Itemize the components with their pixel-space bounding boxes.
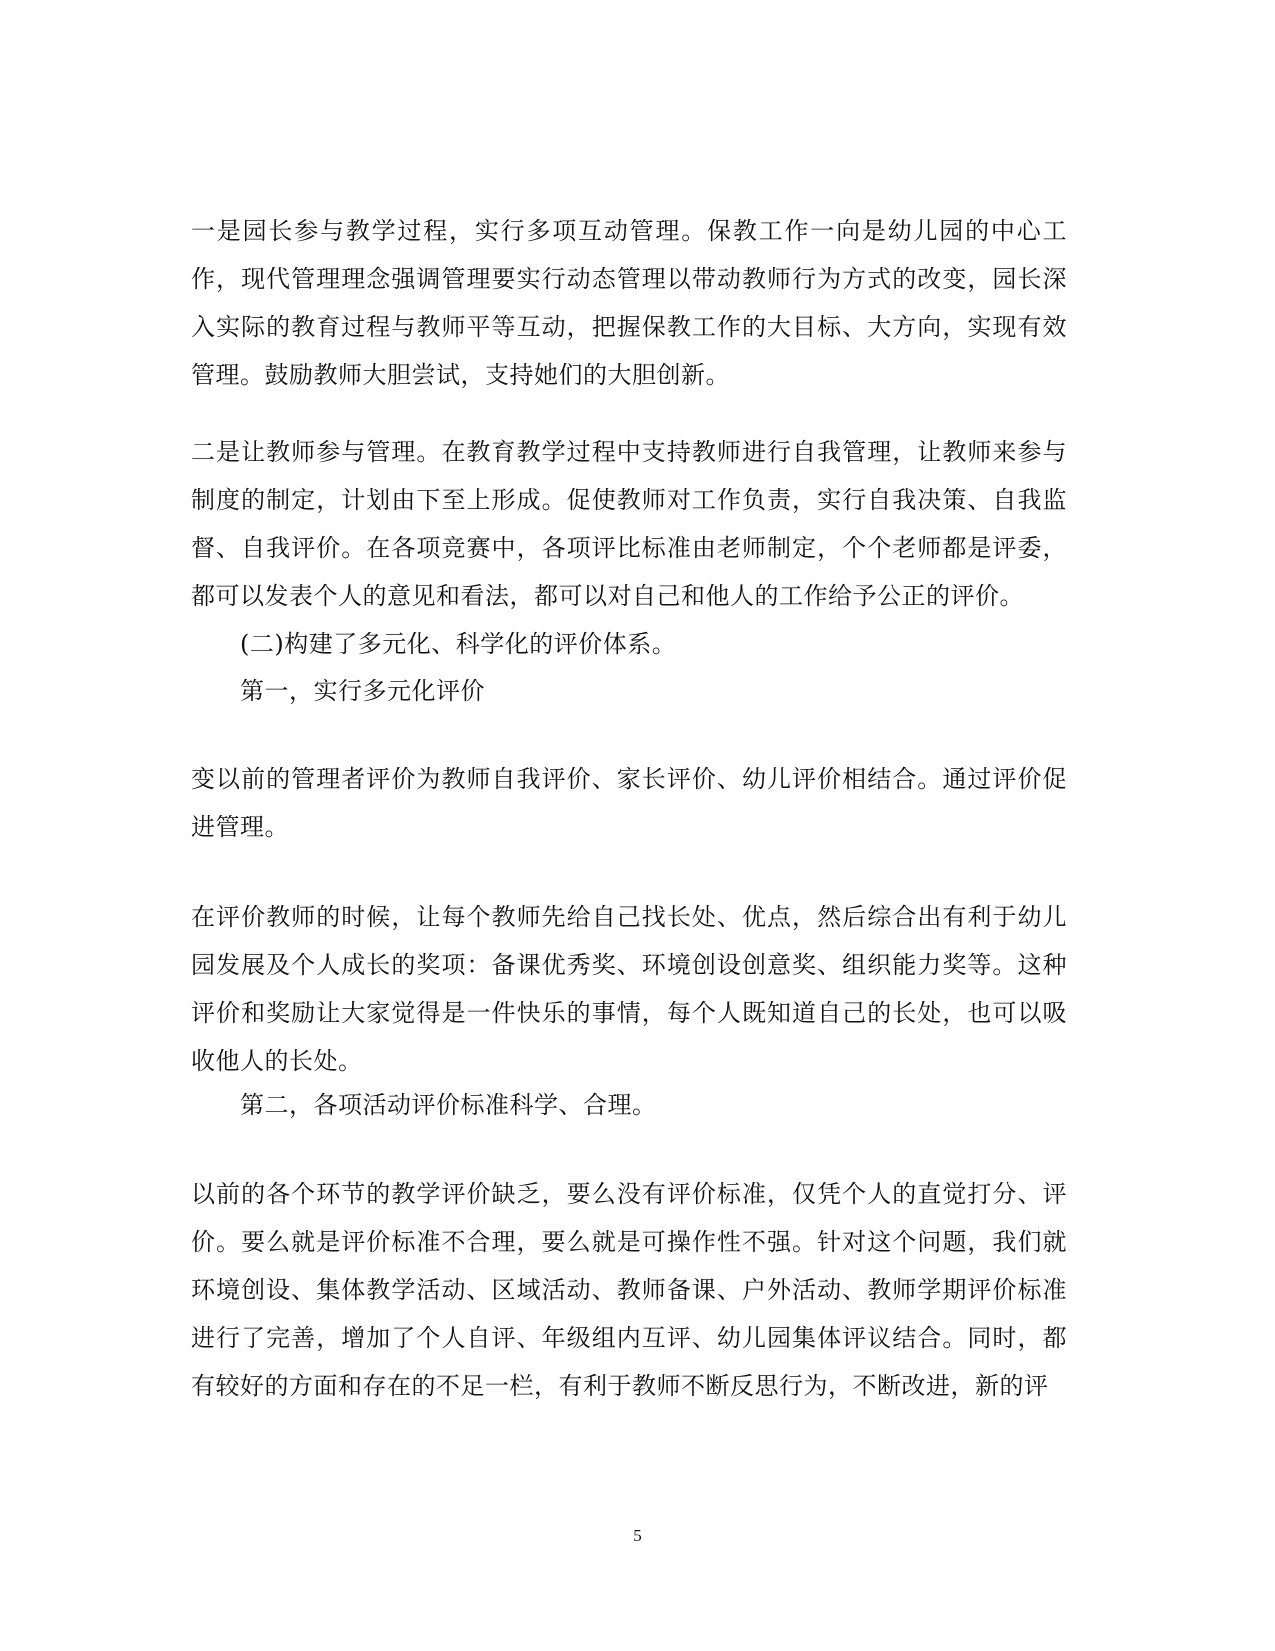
subheading-first: 第一，实行多元化评价 [240,677,485,705]
section-heading-evaluation-system: (二)构建了多元化、科学化的评价体系。 [240,630,677,658]
paragraph-teacher-participation: 二是让教师参与管理。在教育教学过程中支持教师进行自我管理，让教师来参与制度的制定，计划由下至上形成。促使教师对工作负责，实行自我决策、自我监督、自我评价。在各项竞赛中，各项评比标准由老师制定，个个老师都是评委，都可以发表个人的意见和看法，都可以对自己和他人的工作给予公正的评价。 [191,438,1067,610]
paragraph-principal-participation: 一是园长参与教学过程，实行多项互动管理。保教工作一向是幼儿园的中心工作，现代管理理念强调管理要实行动态管理以带动教师行为方式的改变，园长深入实际的教育过程与教师平等互动，把握保教工作的大目标、大方向，实现有效管理。鼓励教师大胆尝试，支持她们的大胆创新。 [191,217,1067,389]
subheading-second: 第二，各项活动评价标准科学、合理。 [240,1091,657,1119]
paragraph-teacher-awards: 在评价教师的时候，让每个教师先给自己找长处、优点，然后综合出有利于幼儿园发展及个人成长的奖项：备课优秀奖、环境创设创意奖、组织能力奖等。这种评价和奖励让大家觉得是一件快乐的事情，每个人既知道自己的长处，也可以吸收他人的长处。 [191,903,1067,1075]
paragraph-evaluation-standards: 以前的各个环节的教学评价缺乏，要么没有评价标准，仅凭个人的直觉打分、评价。要么就是评价标准不合理，要么就是可操作性不强。针对这个问题，我们就环境创设、集体教学活动、区域活动、教师备课、户外活动、教师学期评价标准进行了完善，增加了个人自评、年级组内互评、幼儿园集体评议结合。同时，都有较好的方面和存在的不足一栏，有利于教师不断反思行为，不断改进，新的评 [191,1180,1067,1400]
page-number: 5 [633,1526,642,1545]
paragraph-diversified-evaluation: 变以前的管理者评价为教师自我评价、家长评价、幼儿评价相结合。通过评价促进管理。 [191,765,1067,841]
